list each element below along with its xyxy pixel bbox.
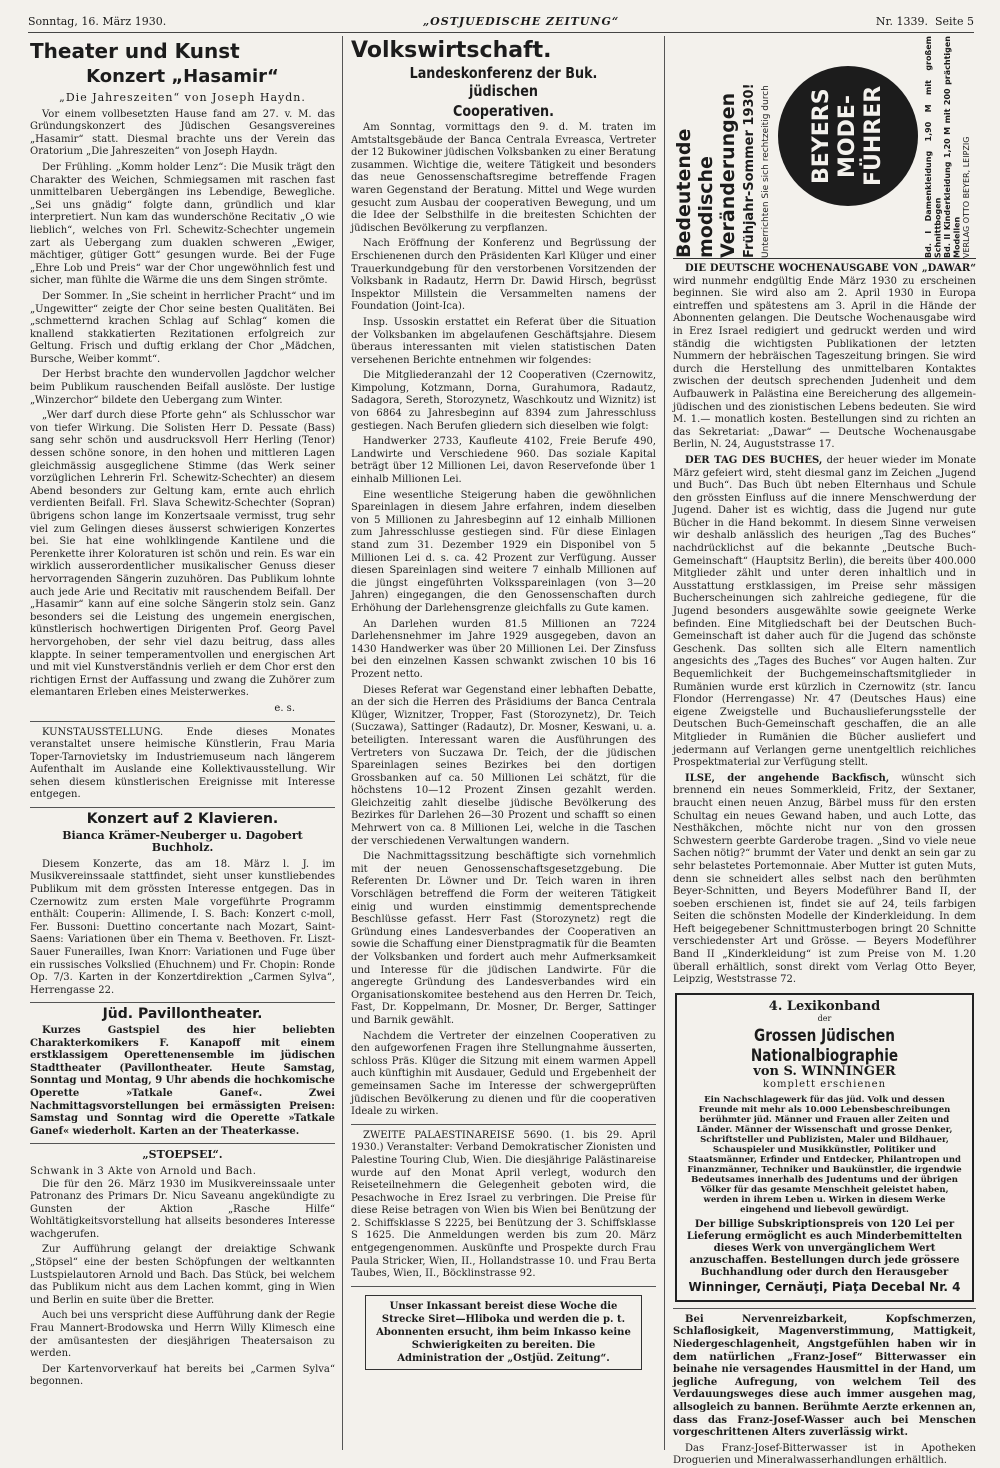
lex-work: Grossen Jüdischen Nationalbiographie — [750, 1026, 899, 1067]
ad-headline: Bedeutende modische Veränderungen — [673, 92, 739, 258]
body: wünscht sich brennend ein neues Sommerkleid, Fritz, der Sextaner, braucht einen neuen Anzug, Bärbel muss für den ersten Schultag ein neues Gewand haben, und auch Lotte, das Nesthäkchen, möchte nicht nur von den grossen Schwestern geerbte Garderobe tragen. „Sind vo viele neue Sachen nötig?“ brummt der Vater und denkt an sein gar zu sehr belastetes Portemonnaie. Aber Mutter ist guten Muts, denn sie schneidert alles selbst nach den berühmten Beyer-Schnitten, und Beyers Modeführer Band II, der soeben erschienen ist, findet sie auf 24, teils farbigen Seiten die schönsten Modelle der Kinderkleidung. In dem Heft beigegebener Schnittmusterbogen bringt 20 Schnitte verschiedenster Art und Grösse. — Beyers Modeführer Band II „Kinderkleidung“ ist zum Preise von M. 1.20 überall erhältlich, sonst direkt vom Verlag Otto Beyer, Leipzig, Weststrasse 72. — [673, 772, 977, 986]
paragraph: Insp. Ussoskin erstattet ein Referat über die Situation der Volksbanken im abgelaufenen Geschäftsjahre. Diesem überaus interessanten mit vielen statistischen Daten versehenen Berichte entnehmen wir folgendes: — [351, 316, 656, 366]
paragraph: Die Mitgliederanzahl der 12 Cooperativen (Czernowitz, Kimpolung, Kotzmann, Dorna, Gurahumora, Radautz, Sadagora, Sereth, Storozynetz, Waschkoutz und Wiznitz) ist von 6864 zu Jahresbeginn auf 8394 zum Jahresschluss gestiegen. Nach Berufen gliedern sich dieselben wie folgt: — [351, 370, 656, 432]
article-subtitle-klavier: Bianca Krämer-Neuberger u. Dagobert Buchholz. — [62, 828, 303, 855]
paragraph: Vor einem vollbesetzten Hause fand am 27. v. M. das Gründungskonzert des Jüdischen Gesangsvereines „Hasamir“ statt. Diesmal brachte uns der Verein das Oratorium „Die Jahreszeiten“ von Joseph Haydn. — [30, 108, 335, 158]
page-number: Seite 5 — [934, 14, 974, 28]
article-subtitle: „Die Jahreszeiten“ von Joseph Haydn. — [59, 91, 306, 104]
divider — [351, 1286, 656, 1287]
beyer-mode-advert — [673, 36, 976, 259]
lead: ILSE, der angehende Backfisch, — [685, 772, 890, 784]
paragraph-palaestinareise: ZWEITE PALAESTINAREISE 5690. (1. bis 29. April 1930.) Veranstalter: Verband Demokratischer Zionisten und Palestine Touring Club, Wien. Die diesjährige Palästinareise wurde auf den Monat April verlegt, wodurch den Reiseteilnehmern die Gelegenheit geboten wird, die Pesachwoche in Erez Israel zu verbringen. Die Preise für diese Reise betragen von Wien bis Wien bei Benützung der 2. Schiffsklasse S 2225, bei Benützung der 3. Schiffsklasse S 1625. Die Anmeldungen werden bis zum 20. März entgegengenommen. Auskünfte und Prospekte durch Frau Paula Stricker, Wien, II., Hollandstrasse 10. und Frau Berta Taubes, Wien, II., Böcklinstrasse 92. — [351, 1129, 656, 1280]
lex-description: Ein Nachschlagewerk für das jüd. Volk und dessen Freunde mit mehr als 10.000 Lebensbeschreibungen berühmter jüd. Männer und Frauen aller Zeiten und Länder. Männer der Wissenschaft und grosse Denker, Schriftsteller und Publizisten, Maler und Bildhauer, Schauspieler und Musikkünstler, Politiker und Staatsmänner, Erfinder und Entdecker, Philantropen und Finanzmänner, Techniker und Baukünstler, die irgendwie Bedeutsames innerhalb des Judentums und der übrigen Völker für das gesamte Menschheit geleistet haben, werden in ihrem Leben u. Wirken in diesem Werke eingehend und liebevoll gewürdigt. — [687, 1095, 962, 1216]
paragraph: Diesem Konzerte, das am 18. März l. J. im Musikvereinssaale stattfindet, sieht unser kunstliebendes Publikum mit dem grössten Interesse entgegen. Das in Czernowitz zum ersten Male vorgeführte Programm enthält: Couperin: Allimende, I. S. Bach: Konzert c-moll, Fer. Bussoni: Duettino concertante nach Mozart, Saint-Saens: Variationen über ein Thema v. Beethoven. Fr. Liszt-Sauer Funerailles, Iwan Knorr: Variationen und Fuge über ein russisches Volkslied (Ehuchnem) und Fr. Chopin: Ronde Op. 7/3. Karten in der Konzertdirektion „Carmen Sylva“, Herrengasse 22. — [30, 858, 335, 996]
divider — [30, 1143, 335, 1144]
paragraph-franz-josef: Bei Nervenreizbarkeit, Kopfschmerzen, Schlaflosigkeit, Magenverstimmung, Mattigkeit, Niedergeschlagenheit, Angstgefühlen haben wir in dem natürlichen „Franz-Josef“ Bitterwasser ein beinahe nie versagendes Hausmittel in der Hand, um jegliche Aufregung, von welchem Teil des Verdauungsweges diese auch immer ausgehen mag, allsogleich zu bannen. Berühmte Aerzte erkennen an, dass das Franz-Josef-Wasser auch bei Menschen vorgeschrittenen Alters zuverlässig wirkt. — [673, 1313, 976, 1439]
paragraph: Nach Eröffnung der Konferenz und Begrüssung der Erschienenen durch den Präsidenten Karl Klüger und einer Trauerkundgebung für den verstorbenen Vorsitzenden der Volksbank in Radautz, Herrn Dr. Dawid Hirsch, begrüsst Inspektor Millstein die Versammelten namens der Foundation (Joint-Ica). — [351, 238, 656, 313]
article-title-stoepsel: „STOEPSEL“. — [142, 1148, 223, 1162]
paragraph: Der Kartenvorverkauf hat bereits bei „Carmen Sylva“ begonnen. — [30, 1363, 335, 1388]
masthead — [28, 10, 974, 33]
body: wird nunmehr endgültig Ende März 1930 zu erscheinen beginnen. Sie wird also am 2. April 1930 in Europa eintreffen und spätestens am 3. April in die Hände der Abonnenten gelangen. Die Deutsche Wochenausgabe wird in Erez Israel redigiert und gedruckt werden und wird ständig die wichtigsten Publikationen der letzten Nummern der hebräischen Tageszeitung bringen. Sie wird durch die Herstellung des unmittelbaren Kontaktes zwischen der deutsch sprechenden Judenheit und dem Aufbauwerk in Palästina eine Bereicherung des allgemein-jüdischen und des zionistischen Lebens bedeuten. Sie wird M. 1.— monatlich kosten. Bestellungen sind zu richten an das Sekretariat: „Dawar“ — Deutsche Wochenausgabe Berlin, N. 24, Auguststrasse 17. — [673, 275, 976, 451]
paragraph-dawar — [673, 263, 976, 452]
paragraph: Der Sommer. In „Sie scheint in herrlicher Pracht“ und im „Ungewitter“ zeigte der Chor seine besten Qualitäten. Bei „schmetternd krachen Schlag auf Schlag“ komen die knallend stakkatierten Rezitationen erfolgreich zur Geltung. Frisch und duftig erklang der Chor „Mädchen, Bursche, Weiber kommt“. — [30, 290, 335, 365]
paragraph: Kurzes Gastspiel des hier beliebten Charakterkomikers F. Kanapoff mit einem erstklassigem Operettenensemble im jüdischen Stadttheater (Pavillontheater. Heute Samstag, Sonntag und Montag, 9 Uhr abends die hochkomische Operette »Tatkale Ganef«. Zwei Nachmittagsvorstellungen bei ermässigten Preisen: Samstag und Sonntag wird die Operette »Tatkale Ganef« wiederholt. Karten an der Theaterkasse. — [30, 1024, 335, 1137]
newspaper-name: „OSTJUEDISCHE ZEITUNG“ — [422, 14, 620, 28]
paragraph-kunstausstellung: KUNSTAUSSTELLUNG. Ende dieses Monates veranstaltet unsere heimische Künstlerin, Frau Maria Toper-Tarnovietsky im Industriemuseum nach längerem Aufenthalt im Auslande eine Kollektivausstellung. Wir sehen diesem künstlerischen Ereignisse mit Interesse entgegen. — [30, 726, 335, 801]
ad-band1: Bd. I Damenkleidung 1,90 M mit großem Schnittbogen — [924, 36, 943, 258]
paragraph: Der Frühling. „Komm holder Lenz“: Die Musik trägt den Charakter des Weichen, Schmiegsamen mit raschen fast unmittelbaren Uebergängen ins Lebendige, Bewegliche. „Sei uns gnädig“ folgte dann, gründlich und klar interpretiert. Nun kam das wunderschöne Recitativ „O wie lieblich“, welches von Frl. Schewitz-Schechter ungemein zart als Uebergang zum duaklen schweren „Ewiger, mächtiger, gütiger Gott“ gesungen wurde. Bei der Fuge „Ehre Lob und Preis“ war der Chor ungewöhnlich fest und sicher, man fühlte die Wärme die uns dem Singen strömte. — [30, 161, 335, 287]
paragraph: Eine wesentliche Steigerung haben die gewöhnlichen Spareinlagen in diesem Jahre erfahren, indem dieselben von 5 Millionen zu Jahresbeginn auf 12 einhalb Millionen zum Jahresschlusse gestiegen sind. Für diese Einlagen stand zum 31. Dezember 1929 ein Disponibel von 5 Millionen Lei d. s. ca. 42 Prozent zur Verfügung. Ausser diesen Spareinlagen sind weitere 7 einhalb Millionen auf die jüngst eingeführten Volksspareinlagen (von 3—20 Jahren) eingegangen, die den Genossenschaften durch Erhöhung der Darlehensgrenze gleichfalls zu Gute kamen. — [351, 489, 656, 614]
paragraph-ilse — [673, 773, 976, 987]
lex-price: Der billige Subskriptionspreis von 120 Lei per Lieferung ermöglicht es auch Minderbemittelten dieses Werk von unvergänglichem Wert anzuschaffen. Bestellungen durch jede grössere Buchhandlung oder durch den Herausgeber — [686, 1219, 963, 1279]
paragraph: Auch bei uns verspricht diese Aufführung dank der Regie Frau Mannert-Brodowska und Herrn Willy Klimesch eine der amüsantesten der diesjährigen Theatersaison zu werden. — [30, 1310, 335, 1360]
lex-status: komplett erschienen — [762, 1078, 887, 1090]
ad-brand: BEYERS MODE-FÜHRER — [809, 85, 886, 187]
paragraph: Zur Aufführung gelangt der dreiaktige Schwank „Stöpsel“ eine der besten Schöpfungen der weltkannten Lustspielautoren Arnold und Bach. Das Stück, bei welchem das Publikum nicht aus dem Lachen kommt, ging in Wien und Berlin en suite über die Bretter. — [30, 1244, 335, 1306]
ad-publisher: VERLAG OTTO BEYER, LEIPZIG — [962, 136, 971, 258]
lex-title: 4. Lexikonband — [768, 998, 881, 1014]
signature: e. s. — [274, 702, 295, 714]
article-title-pavillon: Jüd. Pavillontheater. — [102, 1006, 263, 1023]
article-title-konferenz-2: Cooperativen. — [453, 102, 554, 120]
body: der heuer wieder im Monate März gefeiert wird, steht diesmal ganz im Zeichen „Jugend und Buch“. Das Buch übt neben Elternhaus und Schule den grössten Einfluss auf die innere Menschwerdung der Jugend. Daher ist es wichtig, dass die Jugend nur gute Bücher in die Hand bekommt. In diesem Sinne verweisen wir deshalb anlässlich des heurigen „Tag des Buches“ nachdrücklichst auf die bekannte „Deutsche Buch-Gemeinschaft“ (Hauptsitz Berlin), die bereits über 400.000 Mitglieder zählt und unter deren inhaltlich und in Ausstattung erstklassigen, im Preise sehr mässigen Bucherscheinungen sich zahlreiche gediegene, für die Jugend besonders ausgewählte sowie geeignete Werke befinden. Eine Mitgliedschaft bei der Deutschen Buch-Gemeinschaft ist daher auch für die Jugend das schönste Geschenk. Das sollten sich alle Eltern namentlich angesichts des „Tages des Buches“ vor Augen halten. Zur Bequemlichkeit der Buchgemeinschaftsmitglieder in Rumänien wurde erst kürzlich in Czernowitz (str. Iancu Flondor (Herrengasse) Nr. 47 (Deutsches Haus) eine eigene Zweigstelle und Buchauslieferungsstelle der Deutschen Buch-Gemeinschaft geschaffen, die an alle Mitglieder in Rumänien die Bücher ausliefert und jedermann auf Verlangen gerne unentgeltlich reichliches Prospektmaterial zur Verfügung stellt. — [673, 454, 976, 769]
issue-date: Sonntag, 16. März 1930. — [28, 14, 167, 28]
column-volkswirtschaft — [342, 36, 656, 1450]
article-subtitle-stoepsel: Schwank in 3 Akte von Arnold und Bach. — [30, 1165, 257, 1177]
lex-der: der — [817, 1014, 832, 1024]
paragraph: An Darlehen wurden 81.5 Millionen an 7224 Darlehensnehmer im Jahre 1929 ausgegeben, davon an 1430 Handwerker was über 20 Millionen Lei. Der Zinsfuss bei den einzelnen Kassen schwankt zwischen 10 bis 16 Prozent netto. — [351, 618, 656, 680]
paragraph: Nachdem die Vertreter der einzelnen Cooperativen zu den aufgeworfenen Fragen ihre Stellungnahme äusserten, schloss Präs. Klüger die Sitzung mit einem warmen Appell auch künftighin mit Ausdauer, Geduld und Ergebenheit der gemeinsamen Sache im Interesse der schwergeprüften jüdischen Bevölkerung zu dienen und für die cooperativen Ideale zu wirken. — [351, 1030, 656, 1118]
divider — [30, 807, 335, 808]
paragraph: „Wer darf durch diese Pforte gehn“ als Schlusschor war von tiefer Wirkung. Die Solisten Herr D. Pessate (Bass) sang sehr schön und ausdrucksvoll Herr Herling (Tenor) dessen schöne sonore, in den hohen und mittleren Lagen gleichmässig ausgeglichene Stimme (das Werk seiner vorzüglichen Lehrerin Frl. Schewitz-Schechter) an diesem Abend besonders zur Geltung kam, ernte auch ehrlich verdienten Beifall. Frl. Slava Schewitz-Schechter (Sopran) übrigens schon lange im Konzertsaale vermisst, trug sehr viel zum Gelingen dieses äusserst schwierigen Konzertes bei. Sie hat eine wohlklingende Kantilene und die Perenkette ihrer Koloraturen ist schön und rein. Es war ein wirklich ausserordentlicher musikalischer Genuss dieser hervorragenden Sängerin zuzuhören. Das Publikum lohnte auch jede Arie und Recitativ mit rauschendem Beifall. Der „Hasamir“ kann auf eine solche Sängerin stolz sein. Ganz besonders sei die Leistung des ungemein energischen, künstlerisch hochwertigen Dirigenten Prof. Georg Pavel hervorgehoben, der sehr viel dazu beitrug, dass alles klappte. In seiner temperamentvollen und energischen Art und mit viel Kunstverständnis verlieh er dem Chor erst den richtigen Ernst der Auffassung und zwang die Zuhörer zum elemantaren Erleben eines Meisterwerkes. — [30, 410, 335, 699]
lead: DIE DEUTSCHE WOCHENAUSGABE VON „DAWAR“ — [685, 263, 976, 274]
paragraph: Handwerker 2733, Kaufleute 4102, Freie Berufe 490, Landwirte und Verschiedene 960. Das soziale Kapital beträgt über 12 Millionen Lei, davon Reservefonde über 1 einhalb Millionen Lei. — [351, 436, 656, 486]
paragraph: Die Nachmittagssitzung beschäftigte sich vornehmlich mit der neuen Genossenschaftsgesetzgebung. Die Referenten Dr. Löwner und Dr. Teich waren in ihren Vorschlägen betreffend die Form der weiteren Tätigkeit einig und wurden einstimmig dementsprechende Beschlüsse gefasst. Herr Fast (Storozynetz) regt die Gründung eines Landesverbandes der Cooperativen an sowie die Schaffung einer Dienstpragmatik für die Beamten der Volksbanken und fordert auch mehr Aufmerksamkeit und Interesse für die jüdischen Landwirte. Für die angeregte Gründung des Landesverbandes wird ein Organisationskomitee bestehend aus den Herren Dr. Teich, Fast, Dr. Koppelmann, Dr. Mosner, Dr. Berger, Sattinger und Barnik gewählt. — [351, 851, 656, 1026]
lead: DER TAG DES BUCHES, — [685, 454, 823, 466]
paragraph: Dieses Referat war Gegenstand einer lebhaften Debatte, an der sich die Herren des Präsidiums der Banca Centrala Klüger, Wiznitzer, Tropper, Fast (Storozynetz), Dr. Teich (Suczawa), Sattinger (Radautz), Dr. Mosner, Keswani, u. a. beteiligten. Interessant waren die Ausführungen des Vertreters von Suczawa Dr. Teich, der die jüdischen Spareinlagen seines Bezirkes bei den dortigen Grossbanken auf ca. 50 Millionen Lei schätzt, für die höchstens 10—12 Prozent Zinsen gezahlt werden. Gleichzeitig zahlt dieselbe jüdische Bevölkerung des Bezirkes für Darlehen 26—30 Prozent und schafft so einen Mehrwert von ca. 8 Millionen Lei, welche in die Taschen der verschiedenen Verwaltungen wandern. — [351, 684, 656, 847]
paragraph: Die für den 26. März 1930 im Musikvereinssaale unter Patronanz des Primars Dr. Nicu Saveanu angekündigte zu Gunsten der Aktion „Rasche Hilfe“ Wohltätigkeitsvorstellung hat allseits besonderes Interesse wachgerufen. — [30, 1178, 335, 1240]
divider — [30, 721, 335, 722]
divider — [351, 1124, 656, 1125]
number: Nr. 1339. — [875, 14, 928, 28]
section-title-volkswirtschaft: Volkswirtschaft. — [351, 38, 552, 63]
ad-band2: Bd. II Kinderkleidung 1,20 M mit 200 prächtigen Modellen — [943, 36, 962, 258]
lex-address: Winninger, Cernăuţi, Piaţa Decebal Nr. 4 — [688, 1280, 961, 1295]
ad-logo-circle — [778, 66, 918, 206]
paragraph: Am Sonntag, vormittags den 9. d. M. traten im Amtstaltsgebäude der Banca Centrala Evreasca, Vertreter der 12 Bukowiner jüdischen Volksbanken zu einer Beratung zusammen. Wichtige die, weitere Tätigkeit und besonders das neue Genossenschaftsregime betreffende Fragen waren Gegenstand der Beratung. Mittel und Wege wurden gesucht zum Ausbau der cooperativen Bewegung, und um die Idee der Selbsthilfe in die breitesten Schichten der jüdischen Bevölkerung zu verpflanzen. — [351, 122, 656, 234]
ad-season: Frühjahr-Sommer 1930! — [742, 83, 757, 258]
article-title-konferenz: Landeskonferenz der Buk. jüdischen — [409, 64, 598, 100]
ad-hint: Unterrichten Sie sich rechtzeitig durch — [761, 85, 771, 258]
article-title-hasamir: Konzert „Hasamir“ — [86, 66, 279, 87]
article-title-klavier: Konzert auf 2 Klavieren. — [86, 811, 279, 828]
column-theater — [30, 36, 335, 1450]
column-notices — [664, 36, 977, 1467]
administration-notice: Unser Inkassant bereist diese Woche die Strecke Siret—Hliboka und werden die p. t. Abonnenten ersucht, ihm beim Inkasso keine Schwierigkeiten zu bereiten. Die Administration der „Ostjüd. Zeitung“. — [365, 1295, 642, 1370]
divider — [30, 1002, 335, 1003]
divider — [673, 1308, 976, 1309]
paragraph-franz-josef-2: Das Franz-Josef-Bitterwasser ist in Apotheken Droguerien und Mineralwasserhandlungen erhältlich. — [673, 1442, 976, 1467]
section-title-theater: Theater und Kunst — [30, 39, 240, 63]
lex-author: von S. WINNINGER — [753, 1064, 896, 1080]
paragraph-buches — [673, 455, 976, 770]
paragraph: Der Herbst brachte den wundervollen Jagdchor welcher beim Publikum rauschenden Beifall auslöste. Der lustige „Winzerchor“ bildete den Uebergang zum Winter. — [30, 369, 335, 406]
winninger-advert — [675, 993, 974, 1302]
issue-number — [876, 15, 974, 28]
